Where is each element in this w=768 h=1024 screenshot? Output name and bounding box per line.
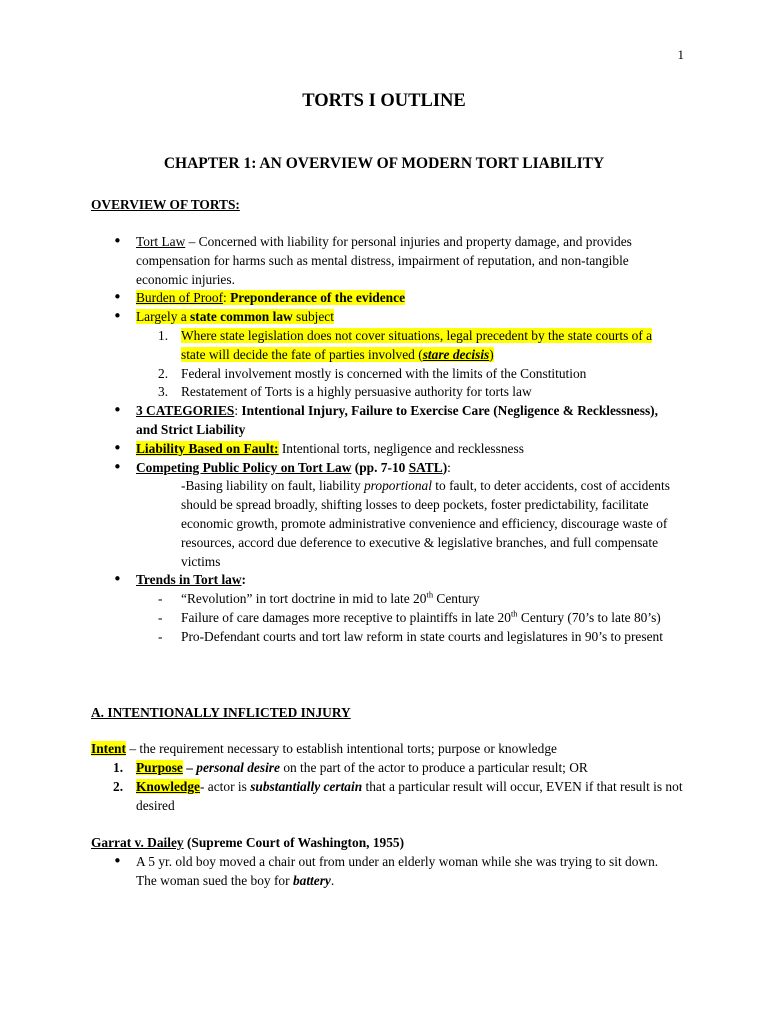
list-item (136, 590, 673, 609)
list-item (113, 459, 673, 572)
policy-pages-pre: (pp. 7-10 (351, 459, 409, 475)
bullet-icon: • (113, 457, 122, 476)
item-number: 2. (113, 778, 124, 794)
intent-definition (91, 740, 691, 759)
dash-marker: - (158, 628, 163, 644)
knowledge-em: substantially certain (250, 778, 363, 794)
policy-text-post: to fault, to deter accidents, cost of accidents should be spread broadly, shifting losses to deep pockets, foster predictability, facilitate economic growth, promote administrative convenience and efficiency, discourage waste of resources, accord due deference to executive & legislative branches, and full compensate victims (181, 478, 670, 569)
overview-heading: OVERVIEW OF TORTS: (91, 197, 240, 212)
list-item (113, 402, 673, 440)
case-end: . (330, 872, 335, 888)
list-item (136, 609, 673, 628)
item-text: Federal involvement mostly is concerned with the limits of the Constitution (181, 365, 587, 381)
fault-term: Liability Based on Fault: (136, 440, 279, 456)
policy-colon: : (447, 459, 451, 475)
categories-term: 3 CATEGORIES (136, 403, 235, 419)
knowledge-term: Knowledge (136, 778, 200, 794)
list-item (113, 853, 673, 891)
case-em: battery (292, 872, 331, 888)
trends-sublist (136, 590, 673, 646)
policy-text-em: proportional (363, 478, 432, 494)
purpose-text: on the part of the actor to produce a particular result; OR (279, 760, 588, 775)
tort-law-text: – Concerned with liability for personal injuries and property damage, and provides compensation for harms such as mental distress, impairment of reputation, and non-tangible economic injuries. (136, 234, 632, 287)
page-number: 1 (677, 47, 684, 62)
intent-term: Intent (91, 741, 126, 756)
trends-term: Trends in Tort law (136, 572, 242, 588)
purpose-term: Purpose (136, 760, 183, 775)
item-number: 3. (158, 384, 169, 400)
trend-text-post: Century (70’s to late 80’s) (517, 609, 661, 625)
bullet-icon: • (113, 232, 122, 250)
dash-marker: - (158, 609, 163, 625)
list-item (136, 628, 673, 647)
case-heading (91, 834, 404, 853)
policy-text (136, 477, 673, 571)
case-list (113, 853, 673, 891)
trend-text: Failure of care damages more receptive to plaintiffs in late 20 (181, 609, 511, 625)
document-title: TORTS I OUTLINE (302, 91, 466, 111)
trend-text: Pro-Defendant courts and tort law reform in state courts and legislatures in 90’s to present (181, 628, 663, 644)
list-item (113, 571, 673, 646)
list-item (91, 778, 691, 816)
intent-list (91, 759, 691, 815)
list-item (136, 365, 673, 384)
item-text: Restatement of Torts is a highly persuasive authority for torts law (181, 384, 532, 400)
chapter-heading: CHAPTER 1: AN OVERVIEW OF MODERN TORT LIABILITY (163, 155, 605, 172)
stare-decisis: stare decisis (422, 346, 490, 362)
overview-list (113, 233, 673, 647)
superscript-th: th (510, 608, 518, 619)
knowledge-dash: - actor is (199, 778, 251, 794)
bullet-icon: • (113, 288, 122, 307)
bullet-icon: • (113, 852, 122, 870)
common-law-sublist (136, 327, 673, 402)
purpose-em: personal desire (196, 760, 280, 775)
item-text: Where state legislation does not cover situations, legal precedent by the state courts of a state will decide the fate of parties involved ( (181, 327, 653, 362)
case-court: (Supreme Court of Washington, 1955) (183, 835, 405, 850)
list-item (113, 440, 673, 459)
bullet-icon: • (113, 438, 122, 457)
policy-pages-post: ) (442, 459, 448, 475)
list-item (91, 759, 691, 778)
common-law-bold: state common law (190, 309, 293, 325)
dash-marker: - (158, 591, 163, 607)
common-law-post: subject (292, 309, 334, 325)
list-item (136, 383, 673, 402)
list-item (113, 289, 673, 308)
policy-term: Competing Public Policy on Tort Law (136, 459, 352, 475)
purpose-dash: – (182, 760, 197, 775)
bullet-icon: • (113, 401, 122, 420)
section-a-heading: A. INTENTIONALLY INFLICTED INJURY (91, 705, 351, 720)
common-law-pre: Largely a (136, 309, 191, 325)
item-number: 2. (158, 365, 169, 381)
item-number: 1. (113, 760, 124, 775)
case-name: Garrat v. Dailey (91, 835, 184, 850)
item-end: ) (489, 346, 494, 362)
list-item (113, 308, 673, 402)
categories-text: Intentional Injury, Failure to Exercise Care (Negligence & Recklessness), and Strict Liability (136, 403, 658, 437)
bullet-icon: • (113, 307, 122, 326)
trend-text: “Revolution” in tort doctrine in mid to late 20 (181, 591, 427, 607)
burden-value: Preponderance of the evidence (230, 290, 406, 306)
intent-text: – the requirement necessary to establish intentional torts; purpose or knowledge (125, 741, 557, 756)
categories-colon: : (234, 403, 242, 419)
bullet-icon: • (113, 570, 122, 589)
list-item (113, 233, 673, 289)
policy-satl: SATL (408, 459, 443, 475)
knowledge-text: that a particular result will occur, EVEN if that result is not desired (136, 778, 683, 813)
superscript-th: th (426, 589, 434, 600)
tort-law-term: Tort Law (136, 234, 186, 249)
trend-text-post: Century (433, 591, 480, 607)
policy-text-pre: -Basing liability on fault, liability (181, 478, 364, 494)
fault-text: Intentional torts, negligence and recklessness (278, 440, 524, 456)
case-text: A 5 yr. old boy moved a chair out from under an elderly woman while she was trying to sit down. The woman sued the boy for (136, 854, 659, 888)
item-number: 1. (158, 327, 169, 343)
trends-colon: : (241, 572, 247, 588)
list-item (136, 327, 673, 365)
burden-colon: : (223, 290, 231, 306)
burden-term: Burden of Proof (136, 290, 224, 306)
